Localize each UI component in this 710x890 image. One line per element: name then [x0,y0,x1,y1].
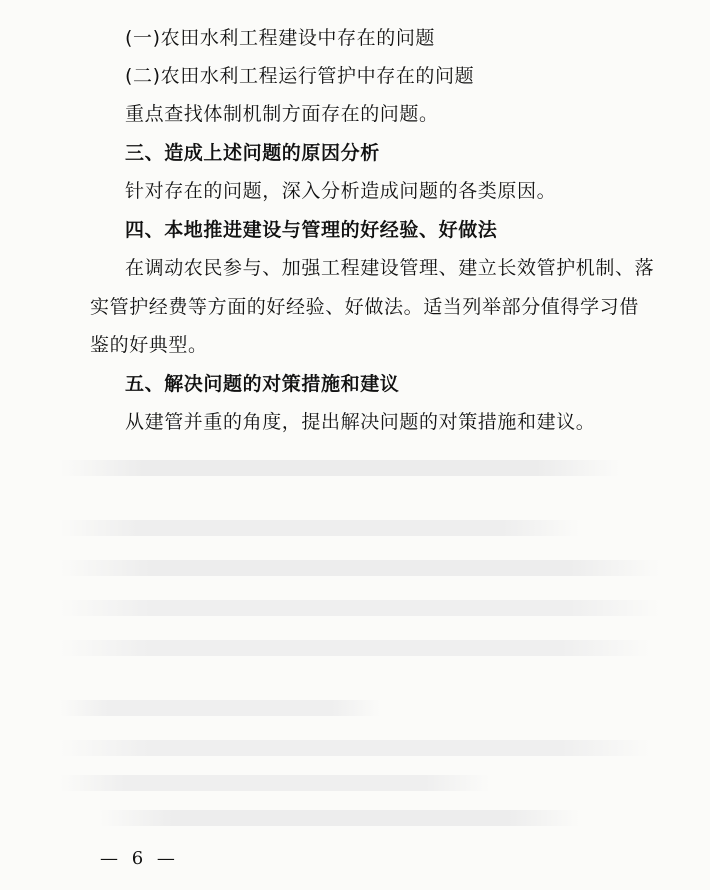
body-line-5: 针对存在的问题，深入分析造成问题的各类原因。 [125,180,557,202]
body-line-9: 鉴的好典型。 [90,334,208,356]
heading-four: 四、本地推进建设与管理的好经验、好做法 [125,219,498,241]
heading-five: 五、解决问题的对策措施和建议 [125,373,400,395]
section-line-1: (一)农田水利工程建设中存在的问题 [125,27,436,49]
heading-three: 三、造成上述问题的原因分析 [125,142,380,164]
body-line-8: 实管护经费等方面的好经验、好做法。适当列举部分值得学习借 [90,296,639,318]
section-line-2: (二)农田水利工程运行管护中存在的问题 [125,65,475,87]
body-line-11: 从建管并重的角度，提出解决问题的对策措施和建议。 [125,411,596,433]
body-line-7: 在调动农民参与、加强工程建设管理、建立长效管护机制、落 [125,257,655,279]
body-line-3: 重点查找体制机制方面存在的问题。 [125,103,439,125]
page-number: — 6 — [100,848,179,869]
